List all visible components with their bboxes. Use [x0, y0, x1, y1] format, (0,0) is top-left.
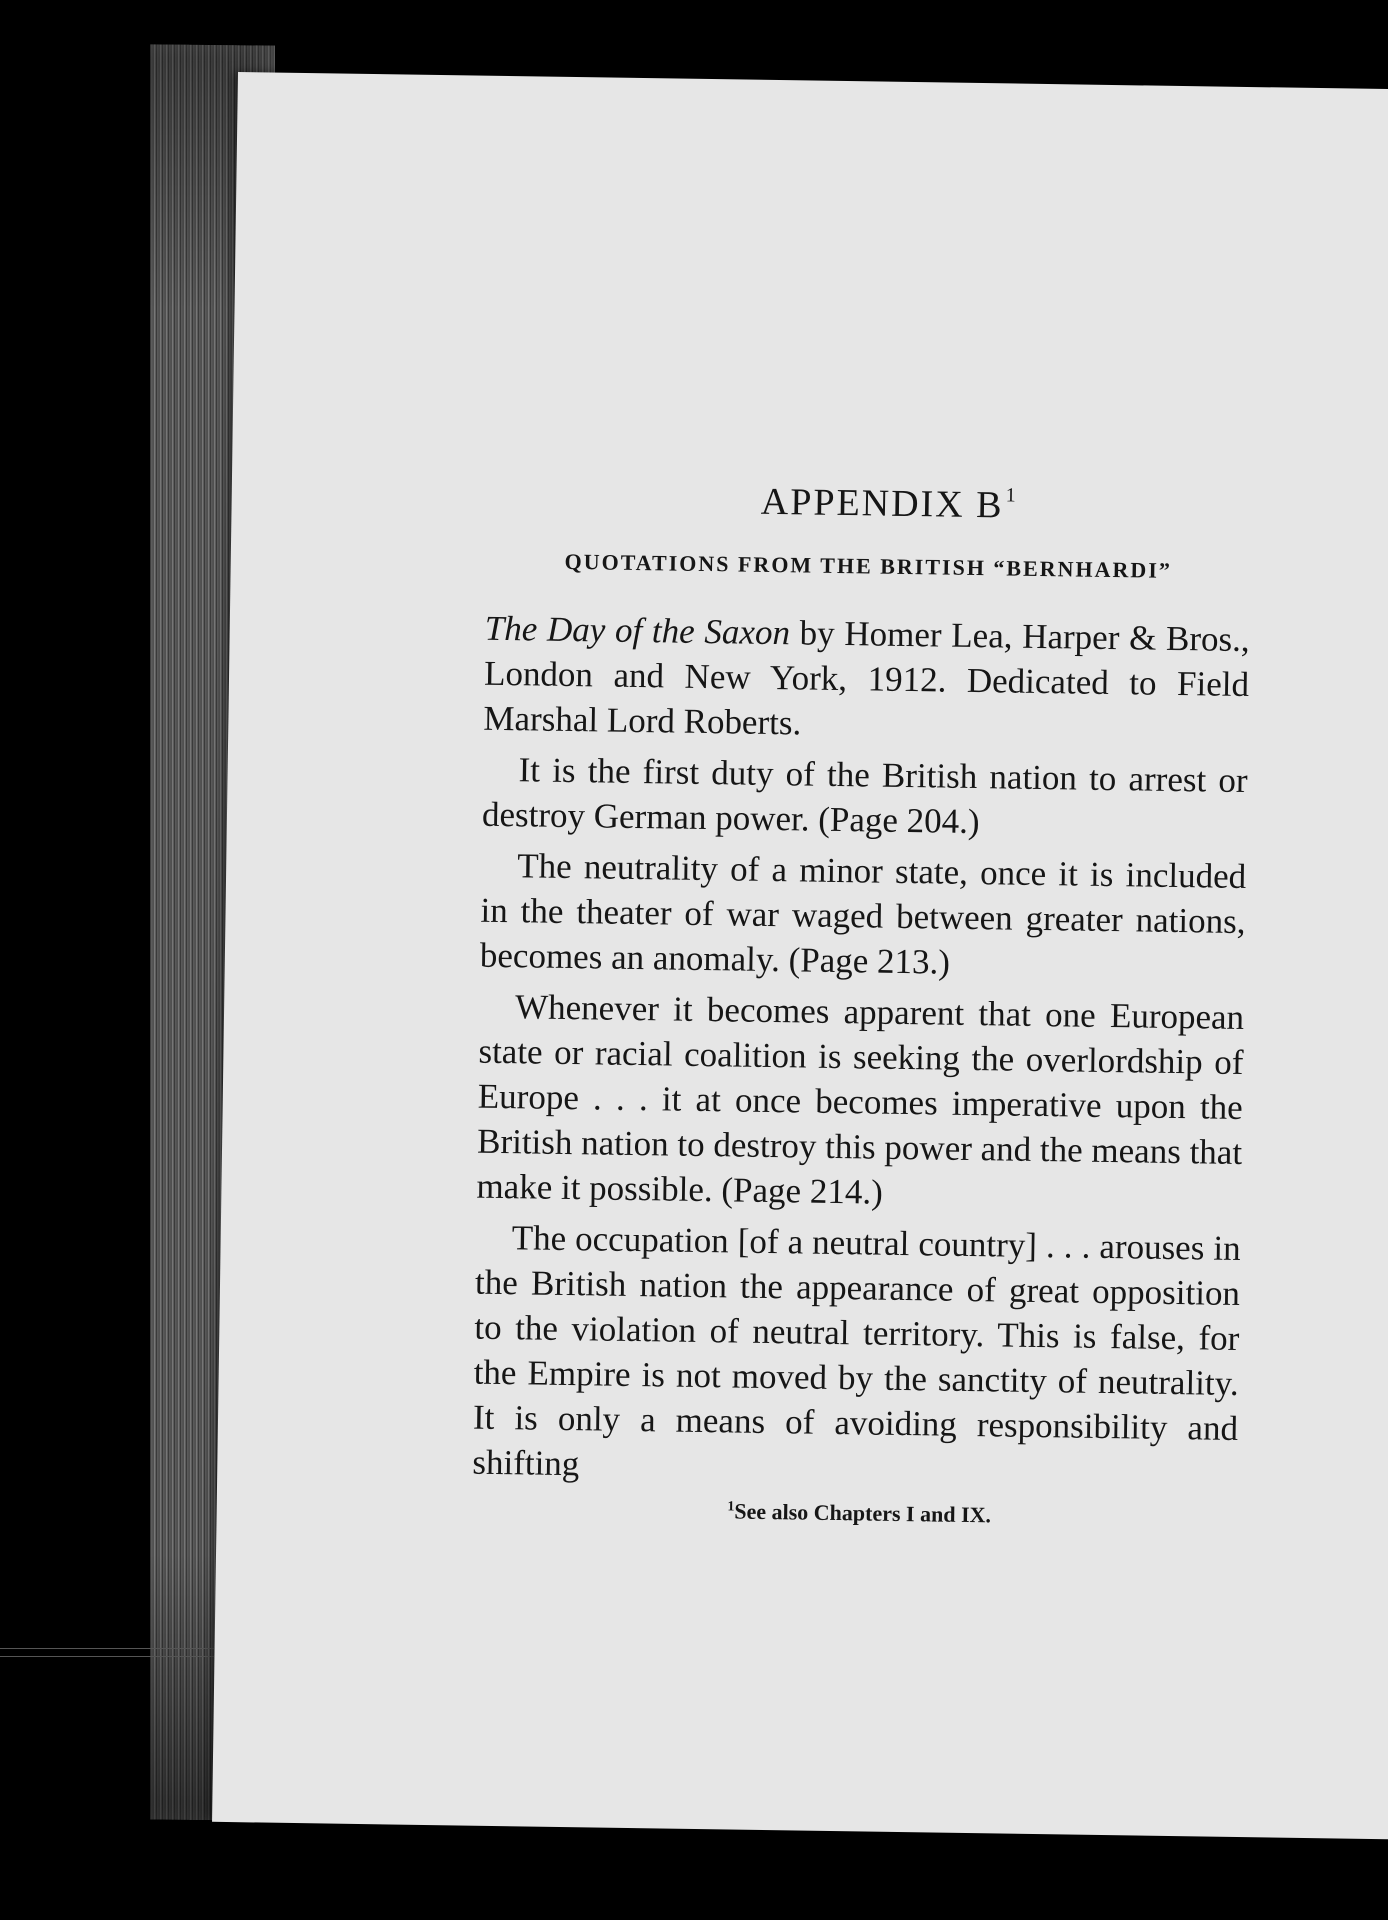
footnote-text: See also Chapters I and IX.: [734, 1498, 992, 1528]
appendix-title: [486, 476, 1252, 531]
book-page: [212, 72, 1388, 1839]
footnote-marker: 1: [1005, 484, 1018, 507]
quote-paragraph: Whenever it becomes apparent that one European state or racial coalition is seeking the overlordship of Europe . . . it at once becomes imperative upon the British nation to destroy this power and the means that make it possible. (Page 214.): [476, 987, 1245, 1212]
footnote: [472, 1495, 1237, 1532]
page-text-block: [472, 476, 1252, 1532]
appendix-title-text: APPENDIX B: [760, 480, 1004, 527]
quote-paragraph: The neutrality of a minor state, once it is included in the theater of war waged between greater nations, becomes an anomaly. (Page 213.): [479, 846, 1247, 982]
quote-paragraph: The occupation [of a neutral country] . . . arouses in the British nation the appearance of great opposition to the violation of neutral territory. This is false, for the Empire is not moved by the sanctity of neutrality. It is only a means of avoiding responsibility and shifting: [472, 1218, 1241, 1484]
quote-paragraph: It is the first duty of the British nation to arrest or destroy German power. (Page 204.): [481, 750, 1248, 842]
footnote-marker: 1: [727, 1499, 735, 1515]
book-title: The Day of the Saxon: [484, 608, 791, 653]
scan-artifact-line: [0, 1648, 230, 1649]
scan-artifact-line: [0, 1656, 230, 1657]
citation-paragraph: [483, 606, 1250, 752]
section-subheading: QUOTATIONS FROM THE BRITISH “BERNHARDI”: [564, 548, 1173, 583]
citation-details: by Homer Lea, Harper & Bros., London and New York, 1912. Dedicated to Field Marshal Lord Roberts.: [483, 613, 1250, 743]
